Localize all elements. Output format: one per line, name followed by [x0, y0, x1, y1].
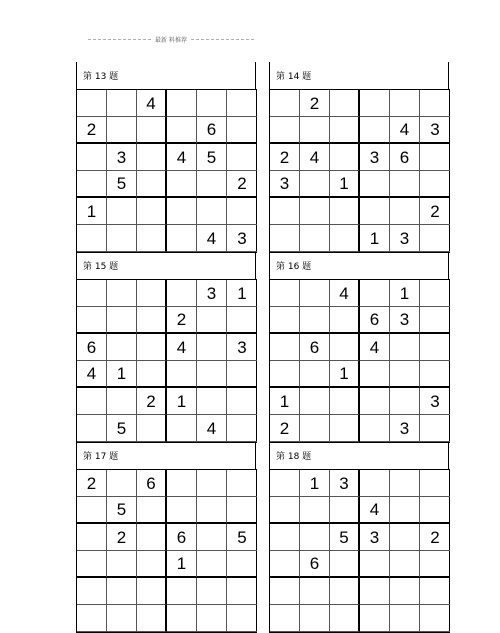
sudoku-cell	[270, 117, 300, 144]
sudoku-cell	[390, 524, 420, 551]
sudoku-cell	[330, 497, 360, 524]
sudoku-cell: 3	[390, 225, 420, 252]
sudoku-cell	[300, 280, 330, 307]
sudoku-cell	[197, 605, 227, 632]
sudoku-cell: 4	[330, 280, 360, 307]
sudoku-cell	[197, 388, 227, 415]
sudoku-cell	[330, 415, 360, 442]
sudoku-cell	[137, 497, 167, 524]
sudoku-cell	[167, 198, 197, 225]
sudoku-cell	[420, 551, 450, 578]
sudoku-cell: 4	[360, 334, 390, 361]
sudoku-cell	[77, 388, 107, 415]
sudoku-cell	[107, 470, 137, 497]
sudoku-cell: 3	[107, 144, 137, 171]
sudoku-cell	[227, 198, 257, 225]
sudoku-cell	[300, 415, 330, 442]
sudoku-cell	[167, 415, 197, 442]
sudoku-panel	[269, 252, 449, 443]
sudoku-cell	[360, 470, 390, 497]
sudoku-cell	[137, 117, 167, 144]
sudoku-cell	[137, 415, 167, 442]
sudoku-cell	[227, 144, 257, 171]
sudoku-cell	[107, 225, 137, 252]
sudoku-cell: 1	[390, 280, 420, 307]
puzzle-title: 第 16 题	[269, 252, 449, 279]
sudoku-cell: 2	[420, 198, 450, 225]
sudoku-cell	[227, 605, 257, 632]
sudoku-cell	[330, 117, 360, 144]
sudoku-cell: 4	[197, 225, 227, 252]
sudoku-cell	[77, 497, 107, 524]
sudoku-cell	[137, 171, 167, 198]
sudoku-grid	[76, 279, 257, 443]
sudoku-cell	[390, 470, 420, 497]
sudoku-cell	[77, 415, 107, 442]
sudoku-cell	[137, 551, 167, 578]
sudoku-cell: 1	[330, 361, 360, 388]
sudoku-cell	[77, 225, 107, 252]
sudoku-cell	[227, 415, 257, 442]
sudoku-cell	[167, 117, 197, 144]
sudoku-cell	[390, 388, 420, 415]
sudoku-cell	[197, 551, 227, 578]
sudoku-cell	[390, 497, 420, 524]
sudoku-cell	[360, 90, 390, 117]
sudoku-cell: 6	[300, 551, 330, 578]
sudoku-cell	[270, 497, 300, 524]
sudoku-cell: 1	[167, 551, 197, 578]
sudoku-cell	[107, 605, 137, 632]
sudoku-cell: 4	[300, 144, 330, 171]
puzzle-title: 第 18 题	[269, 442, 449, 469]
puzzle-title: 第 17 题	[76, 442, 256, 469]
header-divider-right	[191, 39, 254, 40]
sudoku-cell	[300, 578, 330, 605]
sudoku-cell	[107, 334, 137, 361]
sudoku-cell	[137, 198, 167, 225]
sudoku-cell	[420, 361, 450, 388]
sudoku-cell: 2	[77, 117, 107, 144]
sudoku-cell	[420, 578, 450, 605]
sudoku-cell	[137, 361, 167, 388]
sudoku-cell	[137, 225, 167, 252]
sudoku-cell	[360, 361, 390, 388]
sudoku-cell	[420, 605, 450, 632]
sudoku-cell	[227, 497, 257, 524]
sudoku-cell: 2	[270, 144, 300, 171]
sudoku-cell: 6	[197, 117, 227, 144]
sudoku-cell: 2	[300, 90, 330, 117]
sudoku-cell	[270, 198, 300, 225]
sudoku-cell	[197, 497, 227, 524]
sudoku-cell	[330, 144, 360, 171]
sudoku-cell: 3	[390, 415, 420, 442]
sudoku-panel	[269, 62, 449, 253]
sudoku-cell	[227, 307, 257, 334]
sudoku-cell: 5	[330, 524, 360, 551]
sudoku-cell	[197, 90, 227, 117]
sudoku-cell	[107, 388, 137, 415]
sudoku-cell	[360, 280, 390, 307]
sudoku-cell: 3	[197, 280, 227, 307]
sudoku-cell	[270, 470, 300, 497]
sudoku-cell: 4	[167, 144, 197, 171]
sudoku-cell: 3	[420, 388, 450, 415]
sudoku-cell: 4	[360, 497, 390, 524]
sudoku-cell: 2	[420, 524, 450, 551]
sudoku-cell: 2	[227, 171, 257, 198]
sudoku-cell: 6	[137, 470, 167, 497]
sudoku-cell: 4	[167, 334, 197, 361]
sudoku-cell	[197, 578, 227, 605]
sudoku-cell	[330, 605, 360, 632]
sudoku-cell	[420, 415, 450, 442]
sudoku-cell	[390, 361, 420, 388]
sudoku-cell	[77, 171, 107, 198]
sudoku-cell	[300, 524, 330, 551]
sudoku-cell	[227, 90, 257, 117]
sudoku-cell: 1	[360, 225, 390, 252]
sudoku-cell	[227, 578, 257, 605]
sudoku-cell	[137, 524, 167, 551]
sudoku-cell	[137, 144, 167, 171]
sudoku-cell	[137, 334, 167, 361]
sudoku-cell	[77, 551, 107, 578]
sudoku-cell	[270, 361, 300, 388]
sudoku-cell	[330, 388, 360, 415]
sudoku-cell: 2	[107, 524, 137, 551]
sudoku-cell	[330, 90, 360, 117]
sudoku-cell	[167, 605, 197, 632]
sudoku-cell: 3	[390, 307, 420, 334]
sudoku-cell: 6	[300, 334, 330, 361]
puzzle-title: 第 15 题	[76, 252, 256, 279]
sudoku-cell: 3	[420, 117, 450, 144]
sudoku-cell	[360, 388, 390, 415]
sudoku-cell	[197, 524, 227, 551]
sudoku-cell	[270, 334, 300, 361]
sudoku-cell	[420, 90, 450, 117]
sudoku-cell	[107, 578, 137, 605]
sudoku-cell: 3	[330, 470, 360, 497]
sudoku-cell	[167, 361, 197, 388]
sudoku-panel	[76, 252, 256, 443]
sudoku-cell	[77, 578, 107, 605]
sudoku-cell	[197, 334, 227, 361]
sudoku-cell: 3	[270, 171, 300, 198]
sudoku-cell	[420, 470, 450, 497]
sudoku-cell	[107, 551, 137, 578]
sudoku-cell	[270, 225, 300, 252]
sudoku-cell: 3	[227, 334, 257, 361]
sudoku-cell	[300, 605, 330, 632]
sudoku-cell	[107, 90, 137, 117]
sudoku-panel	[269, 442, 449, 633]
sudoku-grid	[269, 469, 450, 633]
sudoku-cell	[137, 307, 167, 334]
sudoku-cell	[227, 388, 257, 415]
sudoku-cell: 3	[227, 225, 257, 252]
sudoku-cell	[300, 361, 330, 388]
sudoku-cell	[270, 578, 300, 605]
sudoku-cell	[360, 415, 390, 442]
sudoku-cell	[390, 171, 420, 198]
sudoku-cell: 4	[197, 415, 227, 442]
sudoku-cell	[167, 470, 197, 497]
sudoku-cell	[300, 307, 330, 334]
sudoku-cell	[300, 497, 330, 524]
sudoku-cell	[390, 605, 420, 632]
sudoku-cell	[390, 551, 420, 578]
header-title: 最新 料推荐	[155, 36, 187, 44]
sudoku-cell	[330, 198, 360, 225]
sudoku-cell	[390, 90, 420, 117]
sudoku-cell	[227, 551, 257, 578]
sudoku-cell	[420, 497, 450, 524]
sudoku-cell: 2	[77, 470, 107, 497]
sudoku-cell: 5	[107, 497, 137, 524]
sudoku-cell: 1	[270, 388, 300, 415]
sudoku-cell	[77, 90, 107, 117]
sudoku-cell	[137, 605, 167, 632]
sudoku-cell	[137, 280, 167, 307]
sudoku-cell: 5	[107, 415, 137, 442]
sudoku-cell	[390, 334, 420, 361]
sudoku-cell	[227, 361, 257, 388]
sudoku-grid	[76, 469, 257, 633]
page-header	[88, 33, 254, 45]
sudoku-cell: 1	[330, 171, 360, 198]
sudoku-cell	[360, 551, 390, 578]
sudoku-cell: 4	[137, 90, 167, 117]
sudoku-cell	[77, 144, 107, 171]
sudoku-cell	[167, 497, 197, 524]
sudoku-cell: 5	[197, 144, 227, 171]
sudoku-grid	[269, 89, 450, 253]
sudoku-cell	[300, 171, 330, 198]
sudoku-cell: 4	[77, 361, 107, 388]
sudoku-cell	[270, 280, 300, 307]
sudoku-cell	[420, 280, 450, 307]
sudoku-cell: 4	[390, 117, 420, 144]
sudoku-cell	[167, 90, 197, 117]
sudoku-cell	[360, 605, 390, 632]
sudoku-cell	[137, 578, 167, 605]
sudoku-cell: 1	[227, 280, 257, 307]
sudoku-cell	[360, 171, 390, 198]
puzzle-title: 第 14 题	[269, 62, 449, 89]
sudoku-cell: 3	[360, 144, 390, 171]
sudoku-cell	[107, 307, 137, 334]
sudoku-cell: 2	[167, 307, 197, 334]
sudoku-cell	[330, 307, 360, 334]
sudoku-cell	[360, 198, 390, 225]
sudoku-cell: 6	[77, 334, 107, 361]
sudoku-cell	[197, 307, 227, 334]
sudoku-cell: 2	[270, 415, 300, 442]
sudoku-cell	[420, 307, 450, 334]
sudoku-cell: 3	[360, 524, 390, 551]
sudoku-cell	[420, 171, 450, 198]
sudoku-cell	[77, 524, 107, 551]
sudoku-cell: 2	[137, 388, 167, 415]
sudoku-cell	[330, 225, 360, 252]
sudoku-cell: 5	[227, 524, 257, 551]
sudoku-cell	[167, 280, 197, 307]
sudoku-cell	[77, 605, 107, 632]
sudoku-cell	[300, 117, 330, 144]
puzzle-title: 第 13 题	[76, 62, 256, 89]
sudoku-cell	[270, 551, 300, 578]
sudoku-cell: 1	[300, 470, 330, 497]
sudoku-cell	[270, 307, 300, 334]
sudoku-cell	[420, 334, 450, 361]
sudoku-cell: 6	[390, 144, 420, 171]
sudoku-grid	[269, 279, 450, 443]
sudoku-cell	[300, 225, 330, 252]
sudoku-cell: 1	[77, 198, 107, 225]
sudoku-cell	[270, 605, 300, 632]
sudoku-cell	[330, 551, 360, 578]
sudoku-cell	[300, 388, 330, 415]
sudoku-cell: 1	[107, 361, 137, 388]
sudoku-cell	[330, 334, 360, 361]
sudoku-cell	[300, 198, 330, 225]
sudoku-cell	[107, 117, 137, 144]
sudoku-cell	[390, 198, 420, 225]
sudoku-cell	[270, 524, 300, 551]
sudoku-cell	[420, 144, 450, 171]
sudoku-cell	[330, 578, 360, 605]
sudoku-panel	[76, 442, 256, 633]
sudoku-cell	[167, 171, 197, 198]
sudoku-cell	[270, 90, 300, 117]
sudoku-cell	[197, 198, 227, 225]
sudoku-cell	[227, 117, 257, 144]
sudoku-cell	[107, 198, 137, 225]
sudoku-cell	[167, 578, 197, 605]
sudoku-cell	[390, 578, 420, 605]
sudoku-cell	[227, 470, 257, 497]
sudoku-cell: 6	[360, 307, 390, 334]
header-divider-left	[88, 39, 151, 40]
sudoku-cell	[197, 361, 227, 388]
sudoku-cell	[167, 225, 197, 252]
sudoku-cell	[197, 171, 227, 198]
sudoku-cell	[360, 117, 390, 144]
sudoku-cell	[360, 578, 390, 605]
sudoku-cell	[77, 307, 107, 334]
sudoku-cell	[107, 280, 137, 307]
sudoku-cell: 6	[167, 524, 197, 551]
sudoku-cell: 5	[107, 171, 137, 198]
sudoku-panel	[76, 62, 256, 253]
sudoku-cell: 1	[167, 388, 197, 415]
sudoku-cell	[77, 280, 107, 307]
sudoku-cell	[420, 225, 450, 252]
sudoku-cell	[197, 470, 227, 497]
sudoku-grid	[76, 89, 257, 253]
